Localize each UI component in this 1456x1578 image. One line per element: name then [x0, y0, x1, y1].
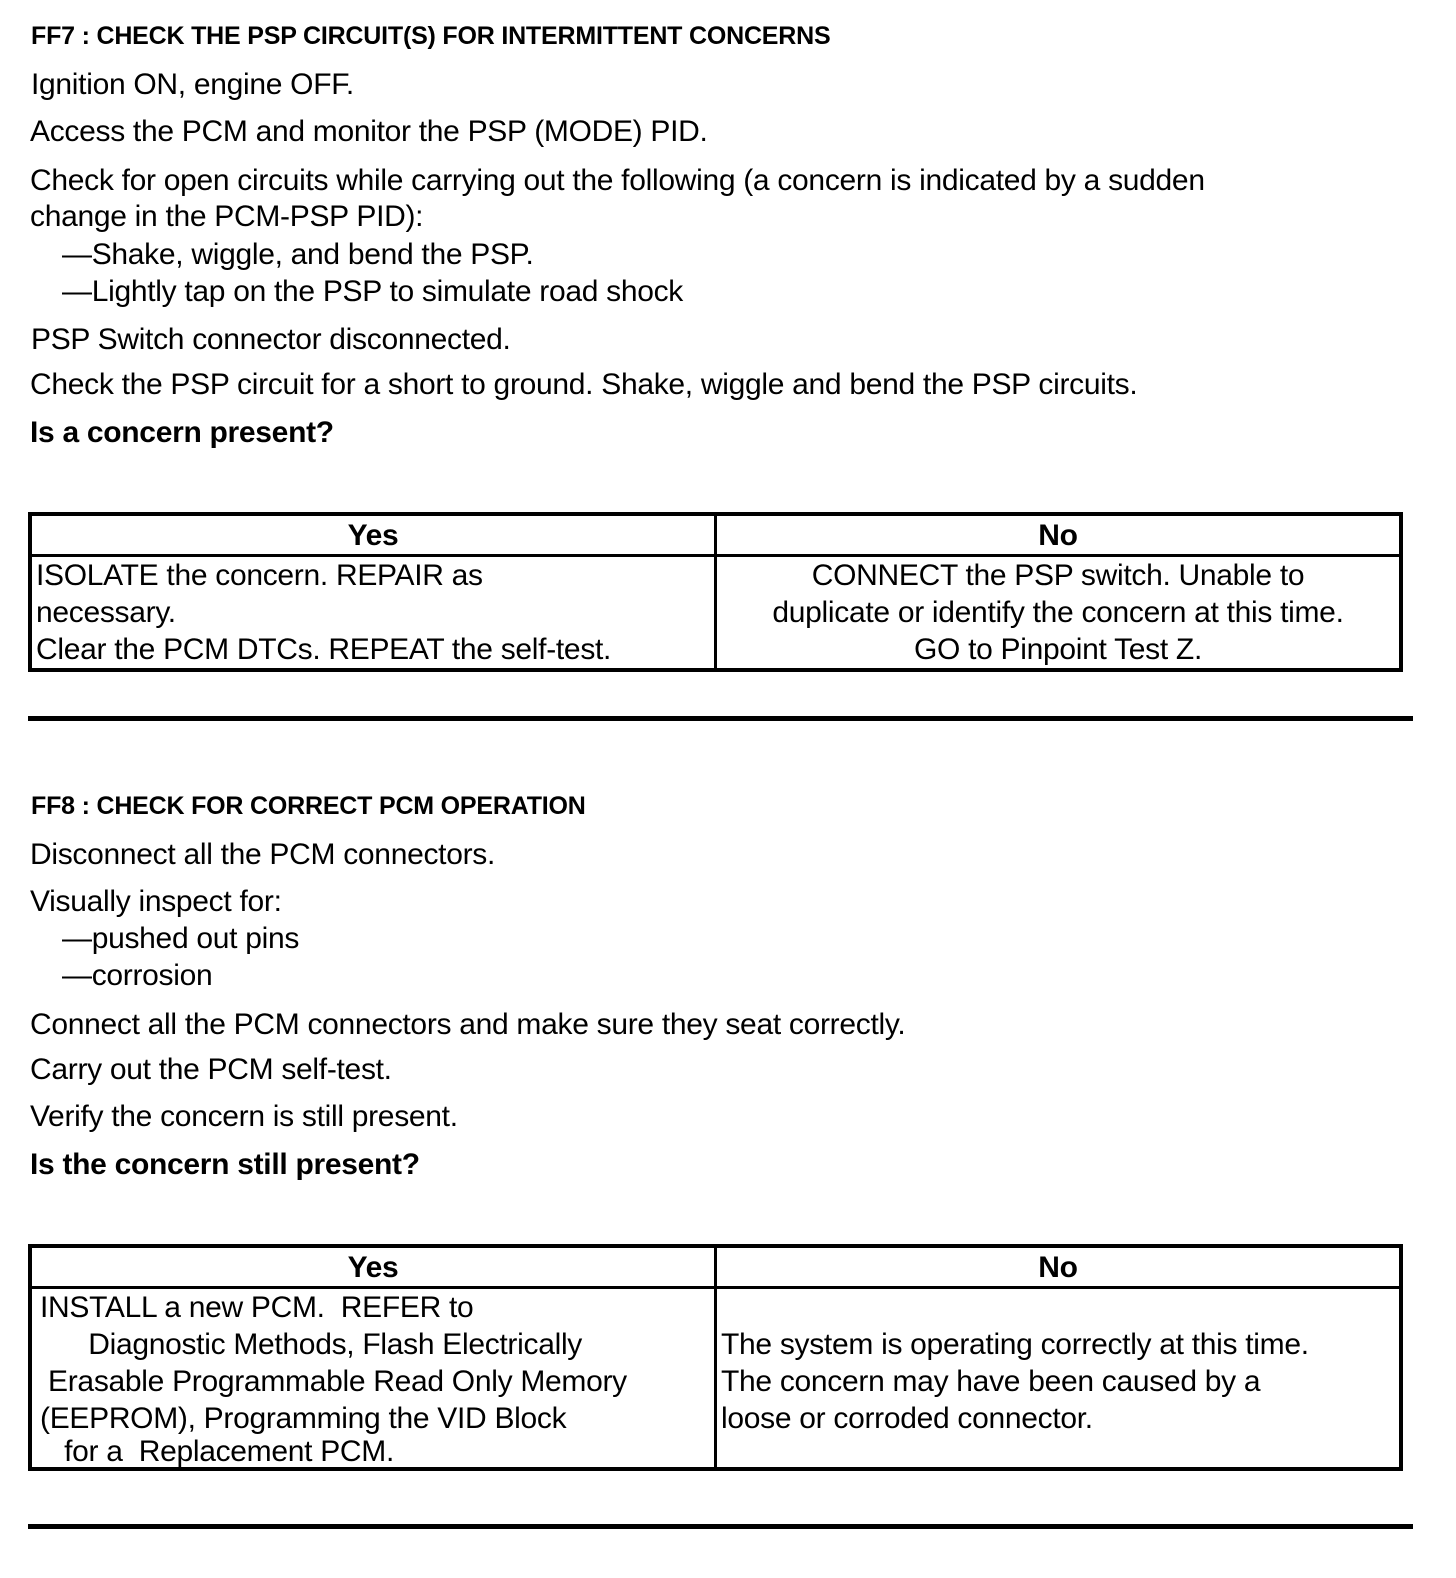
yes-line: (EEPROM), Programming the VID Block	[40, 1402, 567, 1435]
section-divider	[28, 1524, 1413, 1529]
yes-cell	[30, 1288, 716, 1470]
ff8-bullet: —pushed out pins	[62, 922, 300, 955]
ff7-question: Is a concern present?	[30, 416, 334, 449]
ff7-step: change in the PCM-PSP PID):	[30, 200, 424, 233]
yes-cell	[30, 556, 716, 671]
no-line: CONNECT the PSP switch. Unable to	[811, 559, 1305, 592]
ff7-bullet: —Lightly tap on the PSP to simulate road shock	[62, 275, 684, 308]
no-header: No	[716, 514, 1402, 556]
ff7-step: PSP Switch connector disconnected.	[31, 323, 511, 356]
ff8-decision-table	[28, 1244, 1403, 1471]
ff8-step: Verify the concern is still present.	[30, 1100, 458, 1133]
no-cell	[716, 1288, 1402, 1470]
ff7-bullet: —Shake, wiggle, and bend the PSP.	[62, 238, 534, 271]
no-line: The concern may have been caused by a	[721, 1365, 1261, 1398]
ff8-step: Visually inspect for:	[30, 885, 282, 918]
ff8-step: Disconnect all the PCM connectors.	[30, 838, 496, 871]
ff7-decision-table	[28, 512, 1403, 672]
no-line: loose or corroded connector.	[721, 1402, 1093, 1435]
yes-header: Yes	[30, 514, 716, 556]
ff7-title: FF7 : CHECK THE PSP CIRCUIT(S) FOR INTERMITTENT CONCERNS	[31, 22, 831, 50]
yes-line: Clear the PCM DTCs. REPEAT the self-test.	[36, 633, 612, 666]
yes-header: Yes	[30, 1246, 716, 1288]
no-line: duplicate or identify the concern at this time.	[772, 596, 1344, 629]
no-header: No	[716, 1246, 1402, 1288]
yes-line: INSTALL a new PCM. REFER to	[40, 1291, 474, 1324]
ff8-step: Connect all the PCM connectors and make sure they seat correctly.	[30, 1008, 906, 1041]
yes-line: necessary.	[36, 596, 176, 629]
yes-line: for a Replacement PCM.	[40, 1435, 395, 1468]
ff8-step: Carry out the PCM self-test.	[30, 1053, 392, 1086]
ff7-step: Ignition ON, engine OFF.	[31, 68, 354, 101]
yes-line: Erasable Programmable Read Only Memory	[40, 1365, 627, 1398]
section-divider	[28, 716, 1413, 721]
ff7-step: Check the PSP circuit for a short to ground. Shake, wiggle and bend the PSP circuits.	[30, 368, 1138, 401]
yes-line: ISOLATE the concern. REPAIR as	[36, 559, 483, 592]
ff8-question: Is the concern still present?	[30, 1148, 420, 1181]
no-line: The system is operating correctly at this time.	[721, 1328, 1309, 1361]
yes-line: Diagnostic Methods, Flash Electrically	[40, 1328, 583, 1361]
ff8-title: FF8 : CHECK FOR CORRECT PCM OPERATION	[31, 792, 586, 820]
ff7-step: Check for open circuits while carrying out the following (a concern is indicated by a sudden	[30, 164, 1205, 197]
no-line	[721, 1289, 1395, 1326]
ff8-bullet: —corrosion	[62, 959, 213, 992]
no-cell	[716, 556, 1402, 671]
no-line: GO to Pinpoint Test Z.	[914, 633, 1202, 666]
ff7-step: Access the PCM and monitor the PSP (MODE) PID.	[30, 115, 708, 148]
